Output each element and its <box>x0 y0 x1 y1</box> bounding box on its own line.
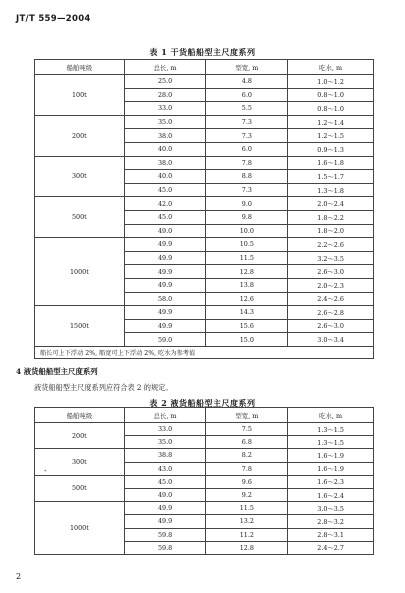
beam-cell: 7.8 <box>206 156 288 170</box>
beam-cell: 7.5 <box>206 423 288 436</box>
table2-header-length: 总长, m <box>124 408 206 423</box>
beam-cell: 11.5 <box>206 251 288 265</box>
table1-dry-cargo-dimensions <box>34 59 374 359</box>
length-cell: 43.0 <box>124 462 206 475</box>
table1-header-draft: 吃水, m <box>288 60 374 75</box>
draft-cell: 0.8～1.0 <box>288 88 374 102</box>
table-row <box>35 197 374 211</box>
draft-cell: 1.6～2.4 <box>288 488 374 501</box>
beam-cell: 5.5 <box>206 102 288 116</box>
length-cell: 38.8 <box>124 449 206 462</box>
draft-cell: 2.6～3.0 <box>288 319 374 333</box>
length-cell: 49.9 <box>124 278 206 292</box>
draft-cell: 0.9～1.3 <box>288 142 374 156</box>
beam-cell: 7.3 <box>206 183 288 197</box>
table-row <box>35 115 374 129</box>
draft-cell: 3.0～3.5 <box>288 502 374 515</box>
draft-cell: 0.8～1.0 <box>288 102 374 116</box>
length-cell: 35.0 <box>124 115 206 129</box>
beam-cell: 9.8 <box>206 210 288 224</box>
draft-cell: 2.0～2.3 <box>288 278 374 292</box>
draft-cell: 1.2～1.4 <box>288 115 374 129</box>
draft-cell: 1.3～1.5 <box>288 423 374 436</box>
draft-cell: 2.4～2.7 <box>288 541 374 554</box>
draft-cell: 1.6～2.3 <box>288 475 374 488</box>
table-row <box>35 238 374 252</box>
beam-cell: 8.2 <box>206 449 288 462</box>
beam-cell: 12.6 <box>206 292 288 306</box>
draft-cell: 1.6～1.8 <box>288 156 374 170</box>
beam-cell: 10.5 <box>206 238 288 252</box>
section-4-heading: 4 液货船船型主尺度系列 <box>16 367 98 376</box>
beam-cell: 14.3 <box>206 306 288 320</box>
table1-note: 船长可上下浮动 2%, 船宽可上下浮动 2%, 吃水为参考值 <box>35 346 374 358</box>
table-row <box>35 156 374 170</box>
beam-cell: 15.6 <box>206 319 288 333</box>
table2-header-tonnage: 船舶吨级 <box>35 408 125 423</box>
draft-cell: 2.8～3.1 <box>288 528 374 541</box>
draft-cell: 2.8～3.2 <box>288 515 374 528</box>
draft-cell: 1.0～1.2 <box>288 75 374 89</box>
table1-caption: 表 1 干货船船型主尺度系列 <box>149 47 256 57</box>
length-cell: 35.0 <box>124 436 206 449</box>
section-4-body: 液货船船型主尺度系列应符合表 2 的规定。 <box>34 383 173 392</box>
beam-cell: 13.8 <box>206 278 288 292</box>
standard-code-header: JT/T 559—2004 <box>16 14 91 24</box>
length-cell: 49.0 <box>124 488 206 501</box>
beam-cell: 8.8 <box>206 170 288 184</box>
length-cell: 49.9 <box>124 265 206 279</box>
table-row <box>35 449 374 462</box>
length-cell: 49.9 <box>124 502 206 515</box>
draft-cell: 2.6～2.8 <box>288 306 374 320</box>
table-row <box>35 475 374 488</box>
draft-cell: 1.5～1.7 <box>288 170 374 184</box>
draft-cell: 3.0～3.4 <box>288 333 374 347</box>
tonnage-cell: 300t <box>35 156 125 197</box>
table1-header-row <box>35 60 374 75</box>
table2-header-draft: 吃水, m <box>288 408 374 423</box>
beam-cell: 6.8 <box>206 436 288 449</box>
draft-cell: 2.6～3.0 <box>288 265 374 279</box>
length-cell: 28.0 <box>124 88 206 102</box>
table2-body <box>35 423 374 555</box>
beam-cell: 9.6 <box>206 475 288 488</box>
length-cell: 38.0 <box>124 156 206 170</box>
beam-cell: 6.0 <box>206 142 288 156</box>
length-cell: 33.0 <box>124 102 206 116</box>
table1-header-beam: 型宽, m <box>206 60 288 75</box>
beam-cell: 7.8 <box>206 462 288 475</box>
length-cell: 40.0 <box>124 142 206 156</box>
tonnage-cell: 500t <box>35 475 125 501</box>
beam-cell: 10.0 <box>206 224 288 238</box>
tonnage-cell: 1000t <box>35 238 125 306</box>
table-row <box>35 306 374 320</box>
beam-cell: 9.2 <box>206 488 288 501</box>
length-cell: 40.0 <box>124 170 206 184</box>
draft-cell: 1.2～1.5 <box>288 129 374 143</box>
length-cell: 42.0 <box>124 197 206 211</box>
table2-header-row <box>35 408 374 423</box>
draft-cell: 3.2～3.5 <box>288 251 374 265</box>
beam-cell: 6.0 <box>206 88 288 102</box>
draft-cell: 2.4～2.6 <box>288 292 374 306</box>
length-cell: 49.9 <box>124 319 206 333</box>
page-number: 2 <box>16 572 22 581</box>
beam-cell: 9.0 <box>206 197 288 211</box>
tonnage-cell: 500t <box>35 197 125 238</box>
table2-header-beam: 型宽, m <box>206 408 288 423</box>
length-cell: 58.0 <box>124 292 206 306</box>
draft-cell: 1.6～1.9 <box>288 462 374 475</box>
tonnage-cell: 1000t <box>35 502 125 555</box>
length-cell: 49.9 <box>124 306 206 320</box>
draft-cell: 1.3～1.8 <box>288 183 374 197</box>
draft-cell: 1.6～1.9 <box>288 449 374 462</box>
table-row <box>35 502 374 515</box>
length-cell: 49.0 <box>124 224 206 238</box>
length-cell: 38.0 <box>124 129 206 143</box>
draft-cell: 1.8～2.0 <box>288 224 374 238</box>
beam-cell: 11.5 <box>206 502 288 515</box>
table2-caption: 表 2 液货船船型主尺度系列 <box>149 398 256 408</box>
draft-cell: 2.0～2.4 <box>288 197 374 211</box>
length-cell: 49.9 <box>124 251 206 265</box>
beam-cell: 15.0 <box>206 333 288 347</box>
table1-note-row <box>35 346 374 358</box>
length-cell: 45.0 <box>124 475 206 488</box>
beam-cell: 13.2 <box>206 515 288 528</box>
tonnage-cell: 100t <box>35 75 125 116</box>
length-cell: 59.8 <box>124 528 206 541</box>
beam-cell: 12.8 <box>206 265 288 279</box>
stray-mark: * <box>44 469 47 475</box>
draft-cell: 1.8～2.2 <box>288 210 374 224</box>
table2-liquid-cargo-dimensions <box>34 407 374 555</box>
beam-cell: 12.8 <box>206 541 288 554</box>
beam-cell: 4.8 <box>206 75 288 89</box>
beam-cell: 7.3 <box>206 115 288 129</box>
length-cell: 59.8 <box>124 541 206 554</box>
length-cell: 59.0 <box>124 333 206 347</box>
table-row <box>35 423 374 436</box>
beam-cell: 7.3 <box>206 129 288 143</box>
length-cell: 33.0 <box>124 423 206 436</box>
beam-cell: 11.2 <box>206 528 288 541</box>
length-cell: 25.0 <box>124 75 206 89</box>
tonnage-cell: 1500t <box>35 306 125 347</box>
length-cell: 45.0 <box>124 210 206 224</box>
table1-header-length: 总长, m <box>124 60 206 75</box>
table-row <box>35 75 374 89</box>
draft-cell: 2.2～2.6 <box>288 238 374 252</box>
tonnage-cell: 300t <box>35 449 125 475</box>
table1-body <box>35 75 374 347</box>
table1-header-tonnage: 船舶吨级 <box>35 60 125 75</box>
draft-cell: 1.3～1.5 <box>288 436 374 449</box>
length-cell: 45.0 <box>124 183 206 197</box>
tonnage-cell: 200t <box>35 423 125 449</box>
length-cell: 49.9 <box>124 515 206 528</box>
tonnage-cell: 200t <box>35 115 125 156</box>
length-cell: 49.9 <box>124 238 206 252</box>
